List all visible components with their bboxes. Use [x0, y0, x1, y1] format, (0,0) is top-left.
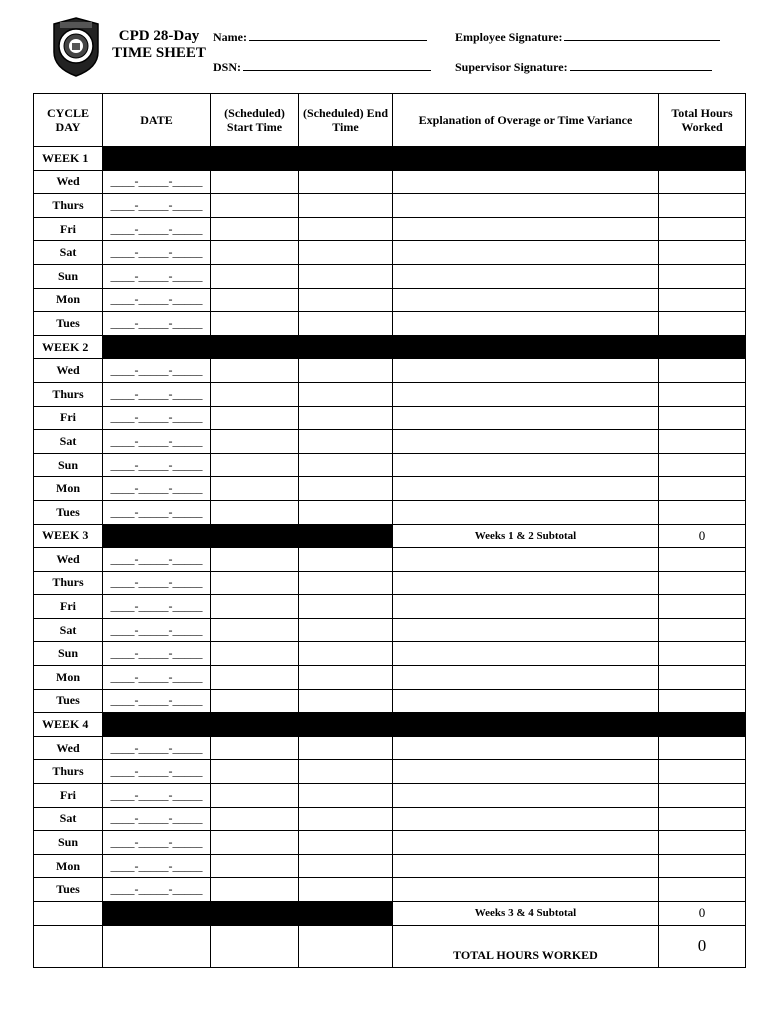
start-time-cell[interactable] [211, 500, 299, 524]
total-row-empty-cell [299, 925, 393, 967]
day-row [34, 854, 746, 878]
explanation-cell[interactable] [393, 477, 659, 501]
department-seal-logo [50, 16, 102, 78]
explanation-cell[interactable] [393, 548, 659, 572]
day-row [34, 382, 746, 406]
col-end-time: (Scheduled) End Time [299, 94, 393, 147]
cycle-day-label: Tues [34, 312, 103, 336]
end-time-cell[interactable] [299, 831, 393, 855]
cycle-day-label: Fri [34, 784, 103, 808]
day-row [34, 500, 746, 524]
name-field[interactable] [213, 28, 427, 45]
total-hours-value: 0 [659, 925, 746, 967]
date-entry-cell[interactable]: ____-_____-_____ [103, 382, 211, 406]
explanation-cell[interactable] [393, 288, 659, 312]
date-entry-cell[interactable]: ____-_____-_____ [103, 736, 211, 760]
form-title-line-2: TIME SHEET [112, 45, 206, 61]
total-hours-cell[interactable] [659, 878, 746, 902]
end-time-cell[interactable] [299, 618, 393, 642]
date-entry-cell[interactable]: ____-_____-_____ [103, 666, 211, 690]
start-time-cell[interactable] [211, 736, 299, 760]
total-hours-label: TOTAL HOURS WORKED [393, 925, 659, 967]
form-title [104, 28, 214, 62]
start-time-cell[interactable] [211, 854, 299, 878]
end-time-cell[interactable] [299, 760, 393, 784]
date-entry-cell[interactable]: ____-_____-_____ [103, 878, 211, 902]
subtotal-row-empty-cell [34, 902, 103, 926]
table-header-row [34, 94, 746, 147]
explanation-cell[interactable] [393, 595, 659, 619]
day-row [34, 359, 746, 383]
total-hours-cell[interactable] [659, 807, 746, 831]
supervisor-signature-blank-line[interactable] [570, 58, 712, 71]
total-hours-cell[interactable] [659, 831, 746, 855]
cycle-day-label: Sat [34, 241, 103, 265]
explanation-cell[interactable] [393, 642, 659, 666]
start-time-cell[interactable] [211, 689, 299, 713]
employee-signature-blank-line[interactable] [564, 28, 720, 41]
week-header-bar [103, 335, 746, 359]
cycle-day-label: Sat [34, 430, 103, 454]
time-sheet-table [33, 93, 746, 968]
date-entry-cell[interactable]: ____-_____-_____ [103, 595, 211, 619]
cycle-day-label: Tues [34, 689, 103, 713]
col-cycle-day: CYCLE DAY [34, 94, 103, 147]
date-entry-cell[interactable]: ____-_____-_____ [103, 618, 211, 642]
end-time-cell[interactable] [299, 854, 393, 878]
date-entry-cell[interactable]: ____-_____-_____ [103, 217, 211, 241]
cycle-day-label: Wed [34, 548, 103, 572]
supervisor-signature-field[interactable] [455, 58, 712, 75]
end-time-cell[interactable] [299, 571, 393, 595]
cycle-day-label: Sat [34, 807, 103, 831]
day-row [34, 618, 746, 642]
end-time-cell[interactable] [299, 595, 393, 619]
end-time-cell[interactable] [299, 382, 393, 406]
day-row [34, 760, 746, 784]
cycle-day-label: Mon [34, 854, 103, 878]
start-time-cell[interactable] [211, 642, 299, 666]
day-row [34, 217, 746, 241]
date-entry-cell[interactable]: ____-_____-_____ [103, 359, 211, 383]
day-row [34, 548, 746, 572]
day-row [34, 831, 746, 855]
cycle-day-label: Sun [34, 642, 103, 666]
total-hours-cell[interactable] [659, 500, 746, 524]
total-hours-cell[interactable] [659, 194, 746, 218]
total-hours-cell[interactable] [659, 571, 746, 595]
date-entry-cell[interactable]: ____-_____-_____ [103, 264, 211, 288]
cycle-day-label: Sun [34, 453, 103, 477]
explanation-cell[interactable] [393, 312, 659, 336]
end-time-cell[interactable] [299, 264, 393, 288]
explanation-cell[interactable] [393, 194, 659, 218]
end-time-cell[interactable] [299, 170, 393, 194]
total-row-empty-cell [103, 925, 211, 967]
dsn-field[interactable] [213, 58, 431, 75]
explanation-cell[interactable] [393, 831, 659, 855]
date-entry-cell[interactable]: ____-_____-_____ [103, 854, 211, 878]
end-time-cell[interactable] [299, 689, 393, 713]
day-row [34, 807, 746, 831]
day-row [34, 406, 746, 430]
cycle-day-label: Sun [34, 264, 103, 288]
name-blank-line[interactable] [249, 28, 427, 41]
date-entry-cell[interactable]: ____-_____-_____ [103, 170, 211, 194]
date-entry-cell[interactable]: ____-_____-_____ [103, 571, 211, 595]
day-row [34, 477, 746, 501]
start-time-cell[interactable] [211, 241, 299, 265]
start-time-cell[interactable] [211, 217, 299, 241]
week-label: WEEK 1 [34, 147, 103, 171]
explanation-cell[interactable] [393, 736, 659, 760]
explanation-cell[interactable] [393, 666, 659, 690]
day-row [34, 264, 746, 288]
date-entry-cell[interactable]: ____-_____-_____ [103, 642, 211, 666]
end-time-cell[interactable] [299, 666, 393, 690]
total-hours-cell[interactable] [659, 736, 746, 760]
day-row [34, 571, 746, 595]
explanation-cell[interactable] [393, 760, 659, 784]
total-hours-cell[interactable] [659, 382, 746, 406]
col-explanation: Explanation of Overage or Time Variance [393, 94, 659, 147]
total-hours-cell[interactable] [659, 477, 746, 501]
explanation-cell[interactable] [393, 453, 659, 477]
cycle-day-label: Wed [34, 170, 103, 194]
total-row-empty-cell [211, 925, 299, 967]
cycle-day-label: Thurs [34, 194, 103, 218]
explanation-cell[interactable] [393, 500, 659, 524]
weeks-3-4-subtotal-value: 0 [659, 902, 746, 926]
explanation-cell[interactable] [393, 382, 659, 406]
end-time-cell[interactable] [299, 642, 393, 666]
start-time-cell[interactable] [211, 784, 299, 808]
cycle-day-label: Thurs [34, 760, 103, 784]
cycle-day-label: Tues [34, 878, 103, 902]
total-hours-cell[interactable] [659, 430, 746, 454]
cycle-day-label: Mon [34, 288, 103, 312]
week-header-row [34, 147, 746, 171]
date-entry-cell[interactable]: ____-_____-_____ [103, 288, 211, 312]
week-header-bar [103, 147, 746, 171]
date-entry-cell[interactable]: ____-_____-_____ [103, 406, 211, 430]
explanation-cell[interactable] [393, 264, 659, 288]
start-time-cell[interactable] [211, 878, 299, 902]
total-row-empty-cell [34, 925, 103, 967]
start-time-cell[interactable] [211, 430, 299, 454]
dsn-label: DSN: [213, 60, 242, 74]
explanation-cell[interactable] [393, 784, 659, 808]
day-row [34, 736, 746, 760]
form-title-line-1: CPD 28-Day [118, 28, 200, 44]
total-hours-cell[interactable] [659, 406, 746, 430]
day-row [34, 241, 746, 265]
end-time-cell[interactable] [299, 878, 393, 902]
day-row [34, 784, 746, 808]
total-hours-cell[interactable] [659, 760, 746, 784]
end-time-cell[interactable] [299, 217, 393, 241]
cycle-day-label: Mon [34, 666, 103, 690]
day-row [34, 595, 746, 619]
end-time-cell[interactable] [299, 430, 393, 454]
start-time-cell[interactable] [211, 359, 299, 383]
total-hours-cell[interactable] [659, 618, 746, 642]
total-hours-cell[interactable] [659, 359, 746, 383]
total-hours-cell[interactable] [659, 854, 746, 878]
end-time-cell[interactable] [299, 500, 393, 524]
cycle-day-label: Mon [34, 477, 103, 501]
date-entry-cell[interactable]: ____-_____-_____ [103, 241, 211, 265]
supervisor-signature-label: Supervisor Signature: [455, 60, 568, 74]
time-sheet-body [34, 147, 746, 968]
date-entry-cell[interactable]: ____-_____-_____ [103, 194, 211, 218]
start-time-cell[interactable] [211, 831, 299, 855]
subtotal-black-bar [103, 902, 393, 926]
day-row [34, 642, 746, 666]
day-row [34, 878, 746, 902]
week-header-row [34, 335, 746, 359]
date-entry-cell[interactable]: ____-_____-_____ [103, 312, 211, 336]
total-hours-cell[interactable] [659, 217, 746, 241]
start-time-cell[interactable] [211, 618, 299, 642]
week-header-row [34, 713, 746, 737]
week-header-bar [103, 524, 393, 548]
start-time-cell[interactable] [211, 406, 299, 430]
start-time-cell[interactable] [211, 382, 299, 406]
start-time-cell[interactable] [211, 453, 299, 477]
weeks-3-4-subtotal-label: Weeks 3 & 4 Subtotal [393, 902, 659, 926]
date-entry-cell[interactable]: ____-_____-_____ [103, 760, 211, 784]
date-entry-cell[interactable]: ____-_____-_____ [103, 477, 211, 501]
week-label: WEEK 3 [34, 524, 103, 548]
start-time-cell[interactable] [211, 170, 299, 194]
name-label: Name: [213, 30, 247, 44]
start-time-cell[interactable] [211, 264, 299, 288]
start-time-cell[interactable] [211, 666, 299, 690]
cycle-day-label: Thurs [34, 571, 103, 595]
explanation-cell[interactable] [393, 689, 659, 713]
end-time-cell[interactable] [299, 194, 393, 218]
day-row [34, 288, 746, 312]
end-time-cell[interactable] [299, 807, 393, 831]
cycle-day-label: Sat [34, 618, 103, 642]
end-time-cell[interactable] [299, 548, 393, 572]
day-row [34, 194, 746, 218]
total-hours-cell[interactable] [659, 288, 746, 312]
start-time-cell[interactable] [211, 595, 299, 619]
start-time-cell[interactable] [211, 571, 299, 595]
end-time-cell[interactable] [299, 736, 393, 760]
explanation-cell[interactable] [393, 807, 659, 831]
subtotal-row [34, 902, 746, 926]
end-time-cell[interactable] [299, 359, 393, 383]
end-time-cell[interactable] [299, 784, 393, 808]
explanation-cell[interactable] [393, 618, 659, 642]
total-hours-cell[interactable] [659, 642, 746, 666]
explanation-cell[interactable] [393, 170, 659, 194]
total-hours-cell[interactable] [659, 264, 746, 288]
total-hours-cell[interactable] [659, 784, 746, 808]
weeks-1-2-subtotal-label: Weeks 1 & 2 Subtotal [393, 524, 659, 548]
explanation-cell[interactable] [393, 241, 659, 265]
day-row [34, 689, 746, 713]
date-entry-cell[interactable]: ____-_____-_____ [103, 548, 211, 572]
explanation-cell[interactable] [393, 217, 659, 241]
start-time-cell[interactable] [211, 760, 299, 784]
date-entry-cell[interactable]: ____-_____-_____ [103, 430, 211, 454]
day-row [34, 170, 746, 194]
end-time-cell[interactable] [299, 477, 393, 501]
date-entry-cell[interactable]: ____-_____-_____ [103, 500, 211, 524]
start-time-cell[interactable] [211, 477, 299, 501]
total-hours-cell[interactable] [659, 689, 746, 713]
explanation-cell[interactable] [393, 359, 659, 383]
day-row [34, 666, 746, 690]
cycle-day-label: Sun [34, 831, 103, 855]
end-time-cell[interactable] [299, 288, 393, 312]
day-row [34, 312, 746, 336]
week-label: WEEK 2 [34, 335, 103, 359]
cycle-day-label: Wed [34, 736, 103, 760]
start-time-cell[interactable] [211, 288, 299, 312]
total-hours-cell[interactable] [659, 453, 746, 477]
employee-signature-label: Employee Signature: [455, 30, 563, 44]
explanation-cell[interactable] [393, 878, 659, 902]
explanation-cell[interactable] [393, 854, 659, 878]
start-time-cell[interactable] [211, 194, 299, 218]
week-label: WEEK 4 [34, 713, 103, 737]
date-entry-cell[interactable]: ____-_____-_____ [103, 453, 211, 477]
end-time-cell[interactable] [299, 241, 393, 265]
total-hours-cell[interactable] [659, 595, 746, 619]
col-total-hours: Total Hours Worked [659, 94, 746, 147]
date-entry-cell[interactable]: ____-_____-_____ [103, 784, 211, 808]
col-date: DATE [103, 94, 211, 147]
explanation-cell[interactable] [393, 406, 659, 430]
explanation-cell[interactable] [393, 571, 659, 595]
date-entry-cell[interactable]: ____-_____-_____ [103, 831, 211, 855]
date-entry-cell[interactable]: ____-_____-_____ [103, 807, 211, 831]
week-header-bar [103, 713, 746, 737]
col-start-time: (Scheduled) Start Time [211, 94, 299, 147]
start-time-cell[interactable] [211, 807, 299, 831]
cycle-day-label: Fri [34, 406, 103, 430]
cycle-day-label: Fri [34, 217, 103, 241]
total-hours-cell[interactable] [659, 170, 746, 194]
date-entry-cell[interactable]: ____-_____-_____ [103, 689, 211, 713]
week-header-row [34, 524, 746, 548]
end-time-cell[interactable] [299, 312, 393, 336]
employee-signature-field[interactable] [455, 28, 720, 45]
dsn-blank-line[interactable] [243, 58, 431, 71]
total-hours-cell[interactable] [659, 241, 746, 265]
explanation-cell[interactable] [393, 430, 659, 454]
day-row [34, 453, 746, 477]
total-hours-cell[interactable] [659, 548, 746, 572]
total-hours-cell[interactable] [659, 312, 746, 336]
day-row [34, 430, 746, 454]
start-time-cell[interactable] [211, 548, 299, 572]
cycle-day-label: Tues [34, 500, 103, 524]
cycle-day-label: Wed [34, 359, 103, 383]
weeks-1-2-subtotal-value: 0 [659, 524, 746, 548]
end-time-cell[interactable] [299, 453, 393, 477]
start-time-cell[interactable] [211, 312, 299, 336]
total-row [34, 925, 746, 967]
total-hours-cell[interactable] [659, 666, 746, 690]
cycle-day-label: Fri [34, 595, 103, 619]
cycle-day-label: Thurs [34, 382, 103, 406]
end-time-cell[interactable] [299, 406, 393, 430]
